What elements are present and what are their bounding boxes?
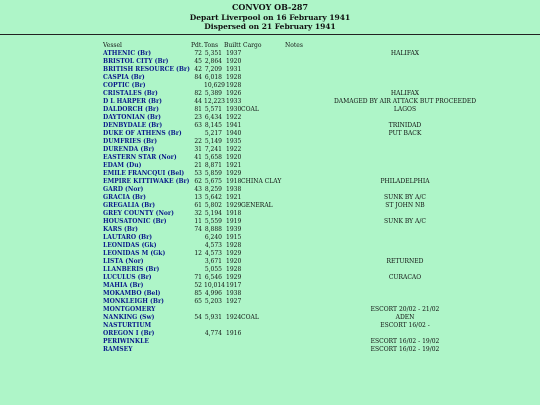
built-cell: 1917 [226,282,242,289]
tons-cell: 5,675 [204,178,222,185]
vessel-cell: LEONIDAS (Gk) [103,242,157,249]
header-divider [0,34,540,35]
built-cell: 1921 [226,162,242,169]
table-row [0,162,540,170]
col-header-cargo: Cargo [243,42,262,49]
vessel-cell: MONKLEIGH (Br) [103,298,164,305]
convoy-title: CONVOY OB-287 [231,2,309,12]
tons-cell: 8,259 [204,186,222,193]
built-cell: 1940 [226,130,242,137]
built-cell: 1919 [226,218,242,225]
built-cell: 1926 [226,90,242,97]
built-cell: 1937 [226,50,242,57]
col-header-vessel: Vessel [103,42,122,49]
pdt-cell: 84 [194,74,202,81]
vessel-cell: KARS (Br) [103,226,138,233]
pdt-cell: 41 [194,154,202,161]
table-row [0,210,540,218]
built-cell: 1924 [226,314,242,321]
remarks-cell: SUNK BY A/C [384,218,426,225]
vessel-cell: MOKAMBO (Bel) [103,290,161,297]
built-cell: 1920 [226,258,242,265]
table-row [0,290,540,298]
vessel-cell: DUKE OF ATHENS (Br) [103,130,182,137]
tons-cell: 6,434 [204,114,222,121]
vessel-cell: LEONIDAS M (Gk) [103,250,166,257]
table-row [0,106,540,114]
vessel-cell: GARD (Nor) [103,186,144,193]
table-row [0,282,540,290]
tons-cell: 2,864 [204,58,222,65]
vessel-cell: EDAM (Du) [103,162,142,169]
tons-cell: 5,642 [204,194,222,201]
table-row [0,130,540,138]
tons-cell: 5,559 [204,218,222,225]
table-row [0,66,540,74]
pdt-cell: 61 [194,202,202,209]
built-cell: 1941 [226,122,242,129]
pdt-cell: 13 [194,194,202,201]
table-row [0,138,540,146]
vessel-cell: RAMSEY [103,346,133,353]
remarks-cell: CURACAO [388,274,422,281]
built-cell: 1920 [226,154,242,161]
pdt-cell: 32 [194,210,202,217]
pdt-cell: 62 [194,178,202,185]
built-cell: 1933 [226,98,242,105]
built-cell: 1938 [226,186,242,193]
vessel-cell: EMILE FRANCQUI (Bel) [103,170,185,177]
table-row [0,82,540,90]
pdt-cell: 12 [194,250,202,257]
table-row [0,146,540,154]
table-row [0,346,540,354]
tons-cell: 5,351 [204,50,222,57]
table-row [0,98,540,106]
cargo-cell: GENERAL [241,202,273,209]
built-cell: 1928 [226,82,242,89]
vessel-cell: BRISTOL CITY (Br) [103,58,169,65]
vessel-cell: LAUTARO (Br) [103,234,153,241]
vessel-cell: MONTGOMERY [103,306,156,313]
tons-cell: 5,055 [204,266,222,273]
built-cell: 1928 [226,74,242,81]
table-row [0,202,540,210]
built-cell: 1929 [226,274,242,281]
tons-cell: 5,802 [204,202,222,209]
tons-cell: 5,931 [204,314,222,321]
pdt-cell: 65 [194,298,202,305]
built-cell: 1920 [226,58,242,65]
depart-line: Depart Liverpool on 16 February 1941 [189,13,351,22]
table-row [0,122,540,130]
tons-cell: 5,194 [204,210,222,217]
vessel-cell: EASTERN STAR (Nor) [103,154,177,161]
col-header-pdt: Pdt. [191,42,204,49]
built-cell: 1928 [226,242,242,249]
cargo-cell: COAL [241,314,259,321]
vessel-cell: NANKING (Sw) [103,314,155,321]
pdt-cell: 23 [194,114,202,121]
convoy-table [0,42,540,354]
table-row [0,114,540,122]
tons-cell: 3,671 [204,258,222,265]
table-row [0,90,540,98]
tons-cell: 7,209 [204,66,222,73]
pdt-cell: 42 [194,66,202,73]
table-row [0,154,540,162]
pdt-cell: 52 [194,282,202,289]
built-cell: 1929 [226,202,242,209]
tons-cell: 5,859 [204,170,222,177]
vessel-cell: DUMFRIES (Br) [103,138,158,145]
remarks-cell: DAMAGED BY AIR ATTACK BUT PROCEEDED [333,98,477,105]
built-cell: 1927 [226,298,242,305]
table-row [0,274,540,282]
tons-cell: 8,145 [204,122,222,129]
tons-cell: 5,658 [204,154,222,161]
remarks-cell: PUT BACK [388,130,422,137]
built-cell: 1922 [226,114,242,121]
tons-cell: 5,571 [204,106,222,113]
table-row [0,322,540,330]
table-row [0,306,540,314]
table-row [0,50,540,58]
built-cell: 1935 [226,138,242,145]
remarks-cell: ESCORT 20/02 - 21/02 [370,306,440,313]
vessel-cell: COPTIC (Br) [103,82,146,89]
tons-cell: 12,223 [204,98,225,105]
tons-cell: 5,149 [204,138,222,145]
built-cell: 1918 [226,178,242,185]
built-cell: 1916 [226,330,242,337]
vessel-cell: D L HARPER (Br) [103,98,162,105]
pdt-cell: 85 [194,290,202,297]
table-row [0,58,540,66]
tons-cell: 5,389 [204,90,222,97]
vessel-cell: HOUSATONIC (Br) [103,218,167,225]
table-row [0,234,540,242]
remarks-cell: ADEN [395,314,415,321]
col-header-notes: Notes [285,42,303,49]
remarks-cell: HALIFAX [390,90,420,97]
tons-cell: 6,240 [204,234,222,241]
built-cell: 1929 [226,170,242,177]
pdt-cell: 45 [194,58,202,65]
remarks-cell: ESCORT 16/02 - [380,322,430,329]
built-cell: 1938 [226,290,242,297]
vessel-cell: LLANBERIS (Br) [103,266,160,273]
pdt-cell: 21 [194,162,202,169]
tons-cell: 10,014 [204,282,225,289]
remarks-cell: PHILADELPHIA [380,178,430,185]
vessel-cell: MAHIA (Br) [103,282,144,289]
vessel-cell: DENBYDALE (Br) [103,122,163,129]
table-row [0,226,540,234]
built-cell: 1921 [226,194,242,201]
pdt-cell: 22 [194,138,202,145]
table-row [0,74,540,82]
vessel-cell: GREGALIA (Br) [103,202,156,209]
built-cell: 1931 [226,66,242,73]
table-row [0,170,540,178]
col-header-tons: Tons [204,42,219,49]
pdt-cell: 44 [194,98,202,105]
tons-cell: 4,573 [204,250,222,257]
table-row [0,186,540,194]
table-row [0,218,540,226]
built-cell: 1928 [226,266,242,273]
vessel-cell: DALDORCH (Br) [103,106,159,113]
vessel-cell: CASPIA (Br) [103,74,145,81]
pdt-cell: 31 [194,146,202,153]
tons-cell: 4,996 [204,290,222,297]
table-row [0,194,540,202]
pdt-cell: 63 [194,122,202,129]
tons-cell: 8,871 [204,162,222,169]
remarks-cell: ESCORT 16/02 - 19/02 [370,338,440,345]
tons-cell: 10,629 [204,82,225,89]
vessel-cell: PERIWINKLE [103,338,149,345]
built-cell: 1922 [226,146,242,153]
table-row [0,298,540,306]
vessel-cell: ATHENIC (Br) [103,50,152,57]
pdt-cell: 11 [194,218,202,225]
vessel-cell: GRACIA (Br) [103,194,147,201]
tons-cell: 5,203 [204,298,222,305]
vessel-cell: DAYTONIAN (Br) [103,114,161,121]
table-row [0,242,540,250]
remarks-cell: ST JOHN NB [385,202,425,209]
table-row [0,178,540,186]
tons-cell: 5,217 [204,130,222,137]
remarks-cell: ESCORT 16/02 - 19/02 [370,346,440,353]
vessel-cell: DURENDA (Br) [103,146,155,153]
vessel-cell: NASTURTIUM [103,322,152,329]
pdt-cell: 82 [194,90,202,97]
table-header-row [0,42,540,50]
cargo-cell: CHINA CLAY [241,178,282,185]
pdt-cell: 72 [194,50,202,57]
vessel-cell: CRISTALES (Br) [103,90,158,97]
tons-cell: 7,241 [204,146,222,153]
remarks-cell: RETURNED [386,258,424,265]
vessel-cell: EMPIRE KITTIWAKE (Br) [103,178,190,185]
built-cell: 1929 [226,250,242,257]
vessel-cell: OREGON I (Br) [103,330,155,337]
table-row [0,250,540,258]
remarks-cell: LAGOS [393,106,417,113]
built-cell: 1930 [226,106,242,113]
vessel-cell: GREY COUNTY (Nor) [103,210,174,217]
built-cell: 1939 [226,226,242,233]
tons-cell: 6,546 [204,274,222,281]
remarks-cell: TRINIDAD [388,122,422,129]
table-row [0,330,540,338]
cargo-cell: COAL [241,106,259,113]
table-row [0,338,540,346]
pdt-cell: 43 [194,186,202,193]
vessel-cell: LISTA (Nor) [103,258,144,265]
table-body [0,50,540,354]
table-row [0,314,540,322]
built-cell: 1918 [226,210,242,217]
remarks-cell: HALIFAX [390,50,420,57]
vessel-cell: LUCULUS (Br) [103,274,152,281]
remarks-cell: SUNK BY A/C [384,194,426,201]
table-row [0,266,540,274]
pdt-cell: 71 [194,274,202,281]
vessel-cell: BRITISH RESOURCE (Br) [103,66,190,73]
tons-cell: 8,888 [204,226,222,233]
dispersed-line: Dispersed on 21 February 1941 [204,22,336,31]
pdt-cell: 81 [194,106,202,113]
col-header-built: Builtt [224,42,241,49]
tons-cell: 4,774 [204,330,222,337]
pdt-cell: 74 [194,226,202,233]
tons-cell: 4,573 [204,242,222,249]
tons-cell: 6,018 [204,74,222,81]
pdt-cell: 54 [194,314,202,321]
built-cell: 1915 [226,234,242,241]
pdt-cell: 53 [194,170,202,177]
table-row [0,258,540,266]
